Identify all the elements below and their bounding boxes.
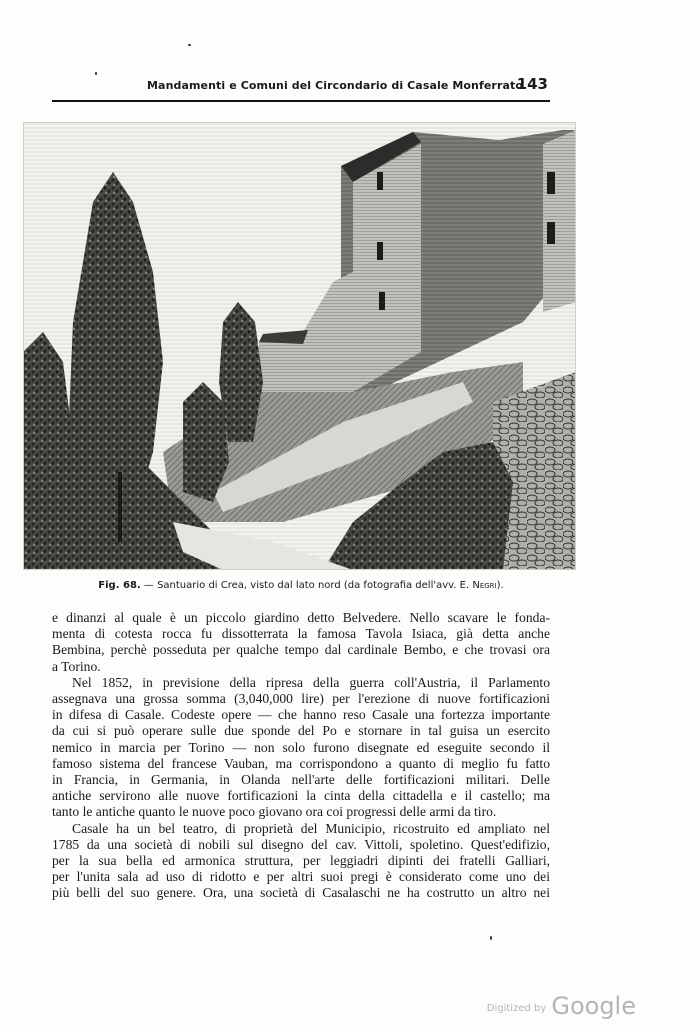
text-line: antiche servirono alle nuove fortificazioni la cinta della cittadella e il castello; ma bbox=[52, 788, 550, 804]
watermark-brand: Google bbox=[551, 992, 636, 1020]
text-line: nemico in marcia per Torino — non solo furono disegnate ed eseguite secondo il bbox=[52, 739, 550, 755]
text-line: per la sua bella ed armonica struttura, per leggiadri dipinti dei fratelli Galliari, bbox=[52, 853, 550, 869]
scan-speck bbox=[188, 44, 191, 46]
text-line: assegnava una grossa somma (3,040,000 lire) per l'erezione di nuove fortificazioni bbox=[52, 691, 550, 707]
text-line: 1785 da una società di nobili sul disegno del cav. Vittoli, spoletino. Quest'edifizio, bbox=[52, 836, 550, 852]
scan-speck bbox=[490, 936, 492, 940]
text-line: in Francia, in Germania, in Olanda nell'arte delle fortificazioni militari. Delle bbox=[52, 772, 550, 788]
body-text bbox=[52, 610, 550, 902]
page-header bbox=[52, 70, 550, 102]
caption-text: — Santuario di Crea, visto dal lato nord (da fotografia dell'avv. E. bbox=[140, 580, 473, 591]
figure-label: Fig. 68. bbox=[98, 580, 141, 591]
text-line: più belli del suo genere. Ora, una società di Casalaschi ne ha costrutto un altro nei bbox=[52, 885, 550, 901]
text-line: famoso sistema del francese Vauban, ma corrispondono a quanto di meglio fu fatto bbox=[52, 755, 550, 771]
caption-author: Negri bbox=[472, 580, 497, 591]
watermark-prefix: Digitized by bbox=[486, 1003, 547, 1014]
text-line: in difesa di Casale. Codeste opere — che hanno reso Casale una fortezza importante bbox=[52, 707, 550, 723]
text-line: da cui si può operare sulle due sponde del Po e stornare in tal guisa un esercito bbox=[52, 723, 550, 739]
text-line: per l'unita sala ad uso di ridotto e per altri suoi pregi è considerato come uno dei bbox=[52, 869, 550, 885]
text-line: menta di cotesta rocca fu dissotterrata la famosa Tavola Isiaca, già detta anche bbox=[52, 626, 550, 642]
text-line: a Torino. bbox=[52, 658, 101, 674]
text-line: Bembina, perchè posseduta per qualche tempo dal cardinale Bembo, e che trovasi ora bbox=[52, 642, 550, 658]
figure-caption bbox=[52, 580, 550, 591]
text-line: Casale ha un bel teatro, di proprietà del Municipio, ricostruito ed ampliato nel bbox=[72, 820, 550, 836]
text-line: tanto le antiche quanto le nuove poco giovano ora coi progressi delle armi da tiro. bbox=[52, 804, 497, 820]
running-head: Mandamenti e Comuni del Circondario di Casale Monferrato bbox=[147, 79, 524, 92]
digitized-watermark bbox=[487, 992, 636, 1020]
text-line: Nel 1852, in previsione della ripresa della guerra coll'Austria, il Parlamento bbox=[72, 674, 550, 690]
text-line: e dinanzi al quale è un piccolo giardino detto Belvedere. Nello scavare le fonda- bbox=[52, 610, 550, 625]
caption-end: ). bbox=[496, 580, 504, 591]
page-number: 143 bbox=[516, 75, 548, 93]
sanctuary-engraving bbox=[23, 122, 576, 570]
